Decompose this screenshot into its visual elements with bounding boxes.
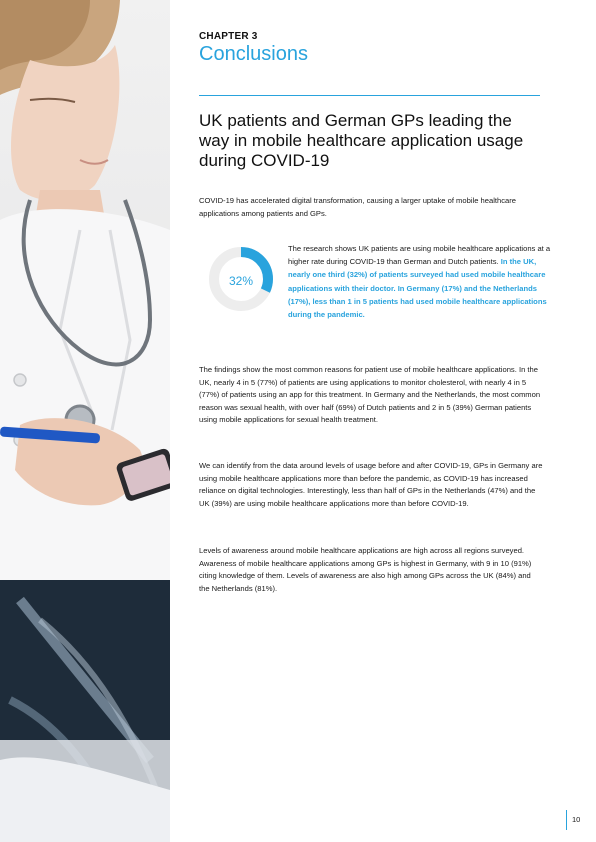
donut-value-label: 32%: [228, 274, 254, 288]
chapter-label: CHAPTER 3: [199, 31, 258, 42]
intro-paragraph: COVID-19 has accelerated digital transformation, causing a larger uptake of mobile healthcare applications among patients and GPs.: [199, 196, 516, 218]
doctor-photo-illustration: [0, 0, 170, 842]
headline: UK patients and German GPs leading the way in mobile healthcare application usage during COVID-19: [199, 111, 524, 170]
body-paragraph-1: The findings show the most common reasons for patient use of mobile healthcare applications. In the UK, nearly 4 in 5 (77%) of patients are using applications to monitor cholesterol, with nearly 4 in 5 (77%) of patients using an app for this treatment. In Germany and the Netherlands, the most common reason was sexual health, with over half (69%) of Dutch patients and 2 in 5 (39%) German patients using mobile applications for sexual health treatment.: [199, 365, 541, 424]
section-title: Conclusions: [199, 43, 308, 65]
body-paragraph-2: We can identify from the data around levels of usage before and after COVID-19, GPs in Germany are using mobile healthcare applications more than before the pandemic, as COVID-19 has increased reliance on digital technologies. Interestingly, less than half of GPs in the Netherlands (47%) and the UK (39%) are using mobile healthcare applications more than before COVID-19.: [199, 461, 543, 508]
body-paragraph-3: Levels of awareness around mobile healthcare applications are high across all regions surveyed. Awareness of mobile healthcare applications among GPs is highest in Germany, with 9 in 10 (91%) citing knowledge of them. Levels of awareness are also high among GPs across the UK (84%) and the Netherlands (81%).: [199, 546, 532, 593]
footer-divider: [566, 810, 567, 830]
page-number: 10: [572, 815, 581, 824]
callout-plain-text: The research shows UK patients are using mobile healthcare applications at a higher rate during COVID-19 than German and Dutch patients.: [288, 244, 551, 267]
callout-highlight-text: In the UK, nearly one third (32%) of patients surveyed had used mobile healthcare applications with their doctor. In Germany (17%) and the Netherlands (17%), less than 1 in 5 patients had used mobile healthcare applications during the pandemic.: [288, 257, 547, 320]
doctor-photo: [0, 0, 170, 842]
callout-text: [288, 242, 558, 321]
header-divider: [199, 95, 540, 96]
